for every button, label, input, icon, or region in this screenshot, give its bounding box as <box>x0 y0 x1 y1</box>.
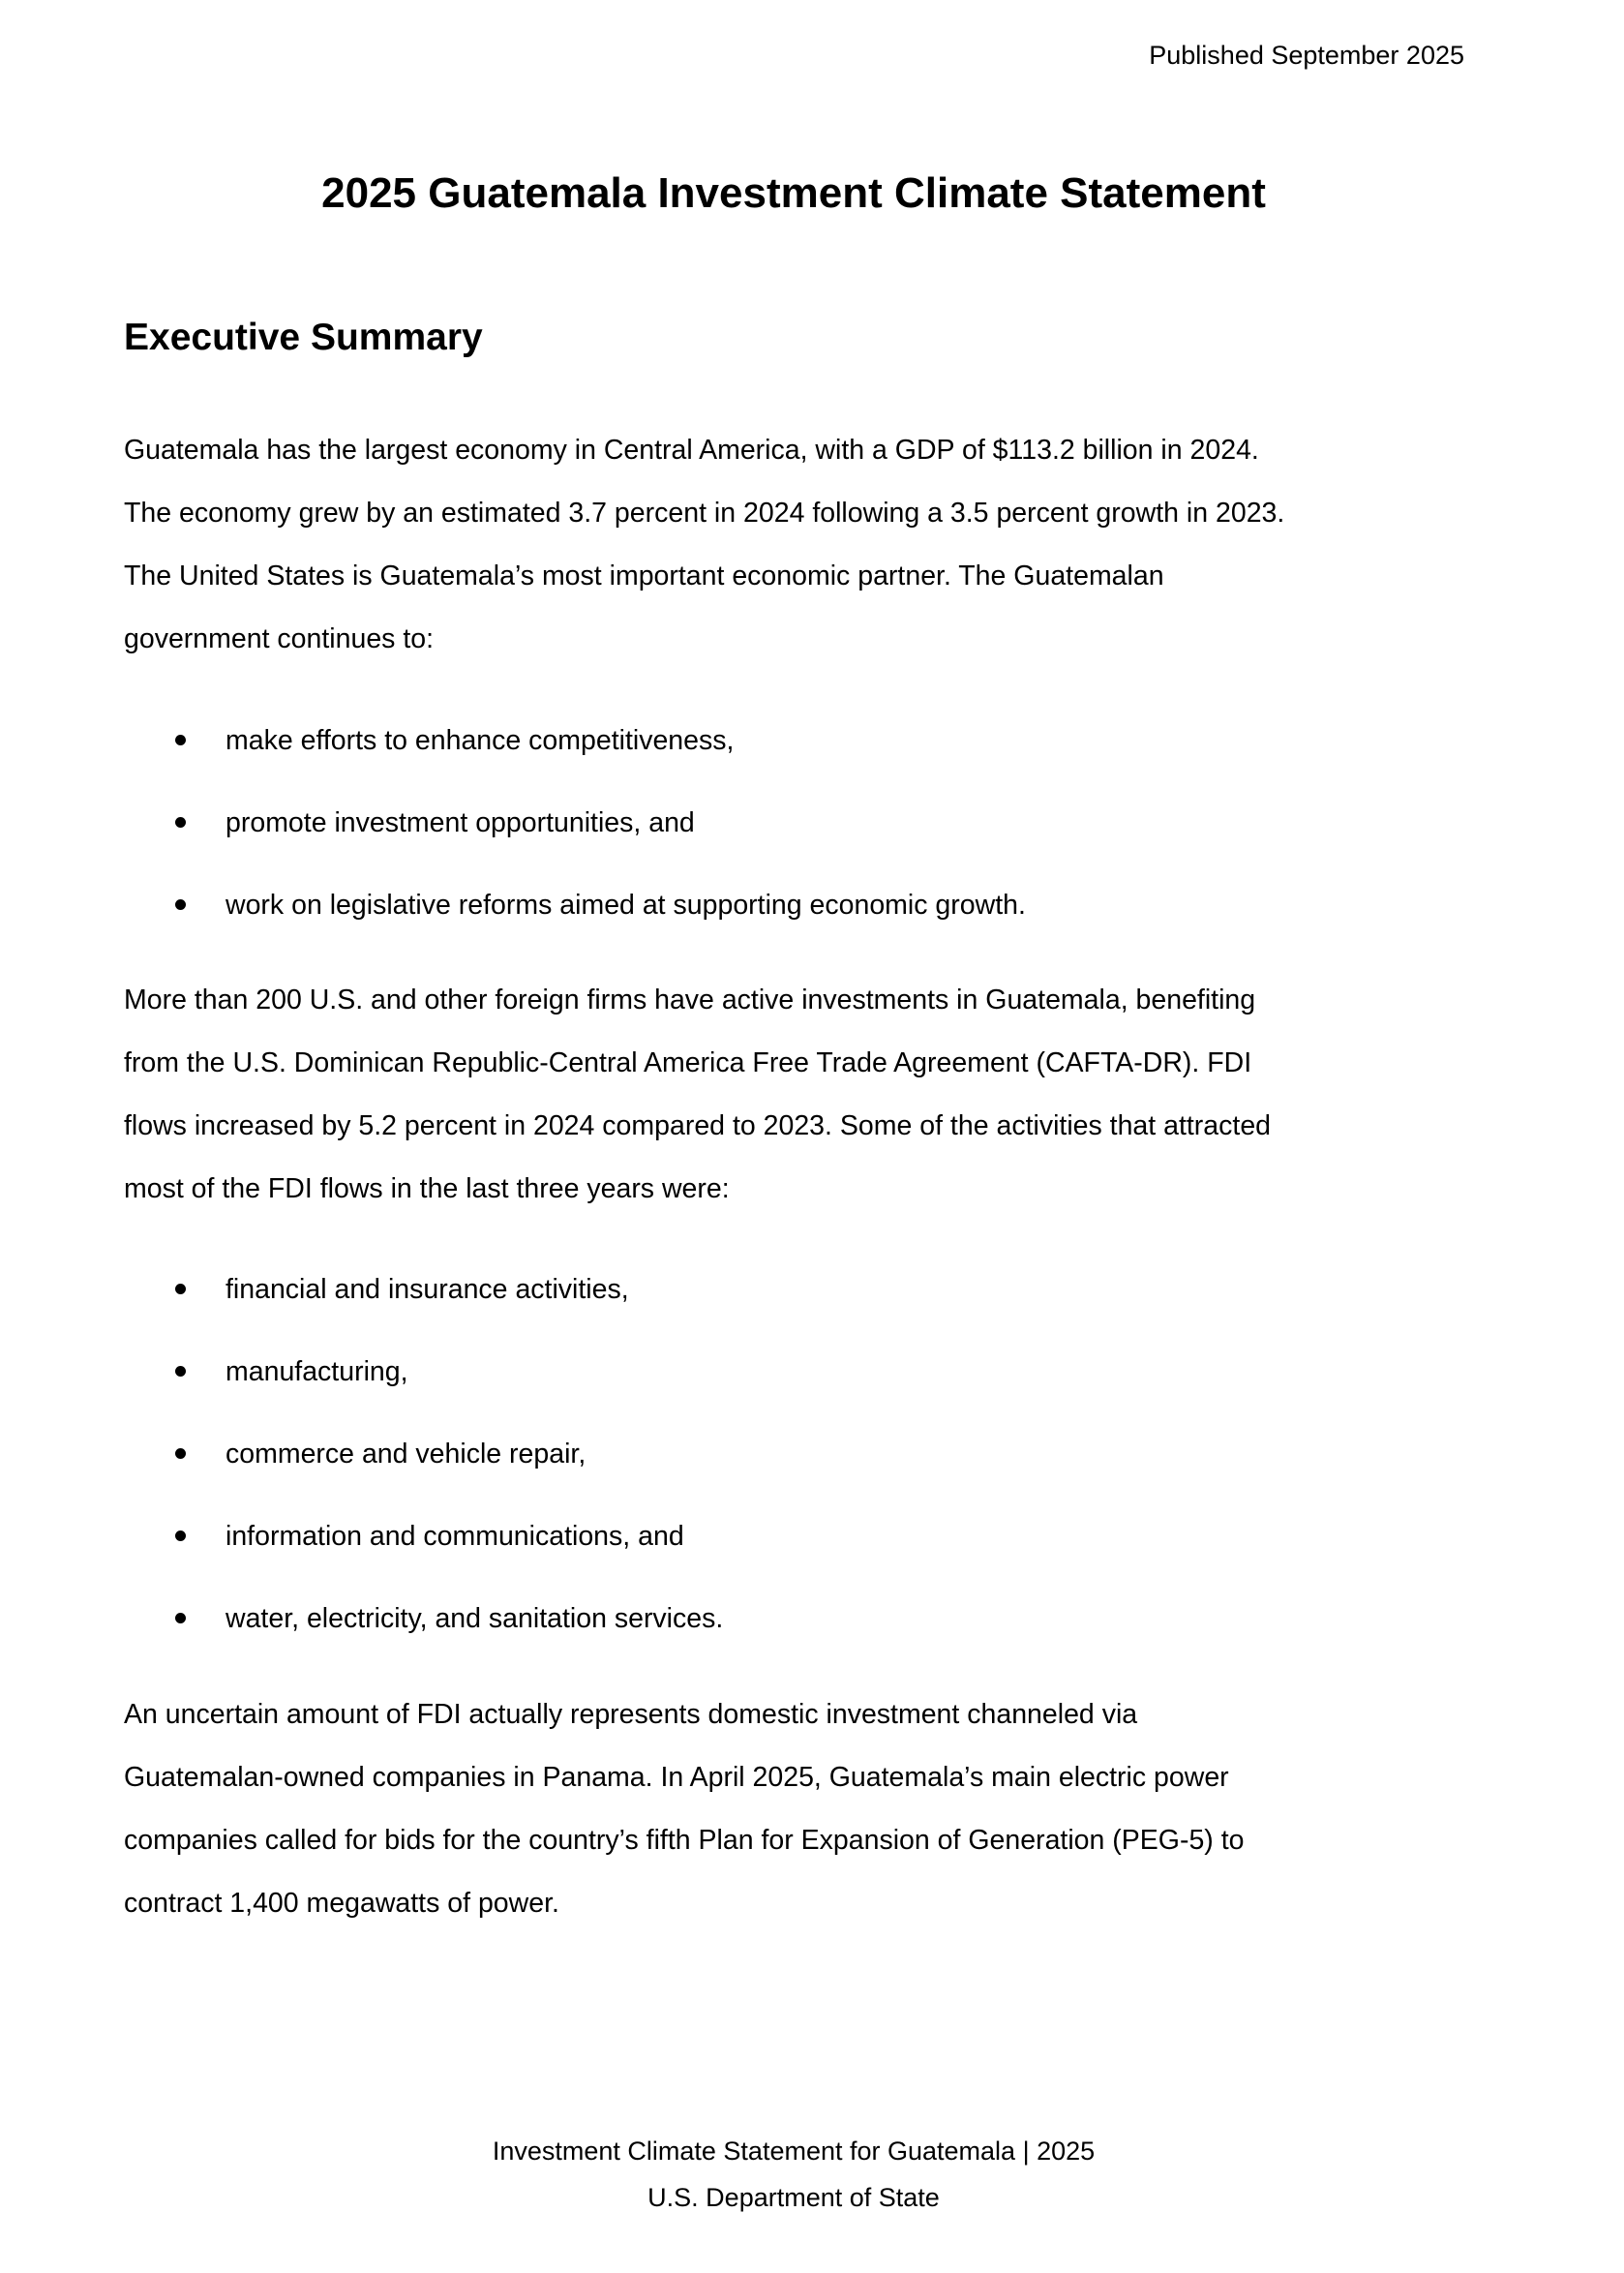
paragraph-line: flows increased by 5.2 percent in 2024 compared to 2023. Some of the activities that attracted <box>124 1110 1272 1141</box>
paragraph-line: More than 200 U.S. and other foreign firms have active investments in Guatemala, benefiting <box>124 985 1256 1015</box>
bullet-icon <box>175 1613 186 1623</box>
paragraph-line: government continues to: <box>124 623 435 654</box>
paragraph-line: An uncertain amount of FDI actually represents domestic investment channeled via <box>124 1699 1138 1730</box>
bullet-icon <box>175 1530 186 1541</box>
bullet-icon <box>175 735 186 745</box>
published-date: Published September 2025 <box>1149 41 1464 70</box>
bullet-icon <box>175 899 186 910</box>
paragraph-energy <box>124 1683 1244 1935</box>
section-heading: Executive Summary <box>124 317 483 358</box>
footer-department: U.S. Department of State <box>647 2183 940 2212</box>
paragraph-fdi <box>124 969 1271 1221</box>
bullet-icon <box>175 1448 186 1459</box>
bullet-icon <box>175 817 186 828</box>
paragraph-line: Guatemalan-owned companies in Panama. In April 2025, Guatemala’s main electric power <box>124 1762 1229 1793</box>
bullet-icon <box>175 1366 186 1377</box>
paragraph-line: most of the FDI flows in the last three years were: <box>124 1173 730 1204</box>
document-title: 2025 Guatemala Investment Climate Statement <box>321 169 1266 217</box>
bullet-icon <box>175 1284 186 1294</box>
paragraph-line: from the U.S. Dominican Republic-Central America Free Trade Agreement (CAFTA-DR). FDI <box>124 1047 1252 1078</box>
paragraph-line: The economy grew by an estimated 3.7 percent in 2024 following a 3.5 percent growth in 2023. <box>124 498 1285 529</box>
paragraph-intro <box>124 419 1284 671</box>
footer-title: Investment Climate Statement for Guatemala | 2025 <box>492 2137 1096 2166</box>
paragraph-line: contract 1,400 megawatts of power. <box>124 1888 559 1919</box>
paragraph-line: Guatemala has the largest economy in Central America, with a GDP of $113.2 billion in 2024. <box>124 435 1259 466</box>
paragraph-line: The United States is Guatemala’s most important economic partner. The Guatemalan <box>124 561 1164 591</box>
paragraph-line: companies called for bids for the country’s fifth Plan for Expansion of Generation (PEG-5) to <box>124 1825 1245 1856</box>
